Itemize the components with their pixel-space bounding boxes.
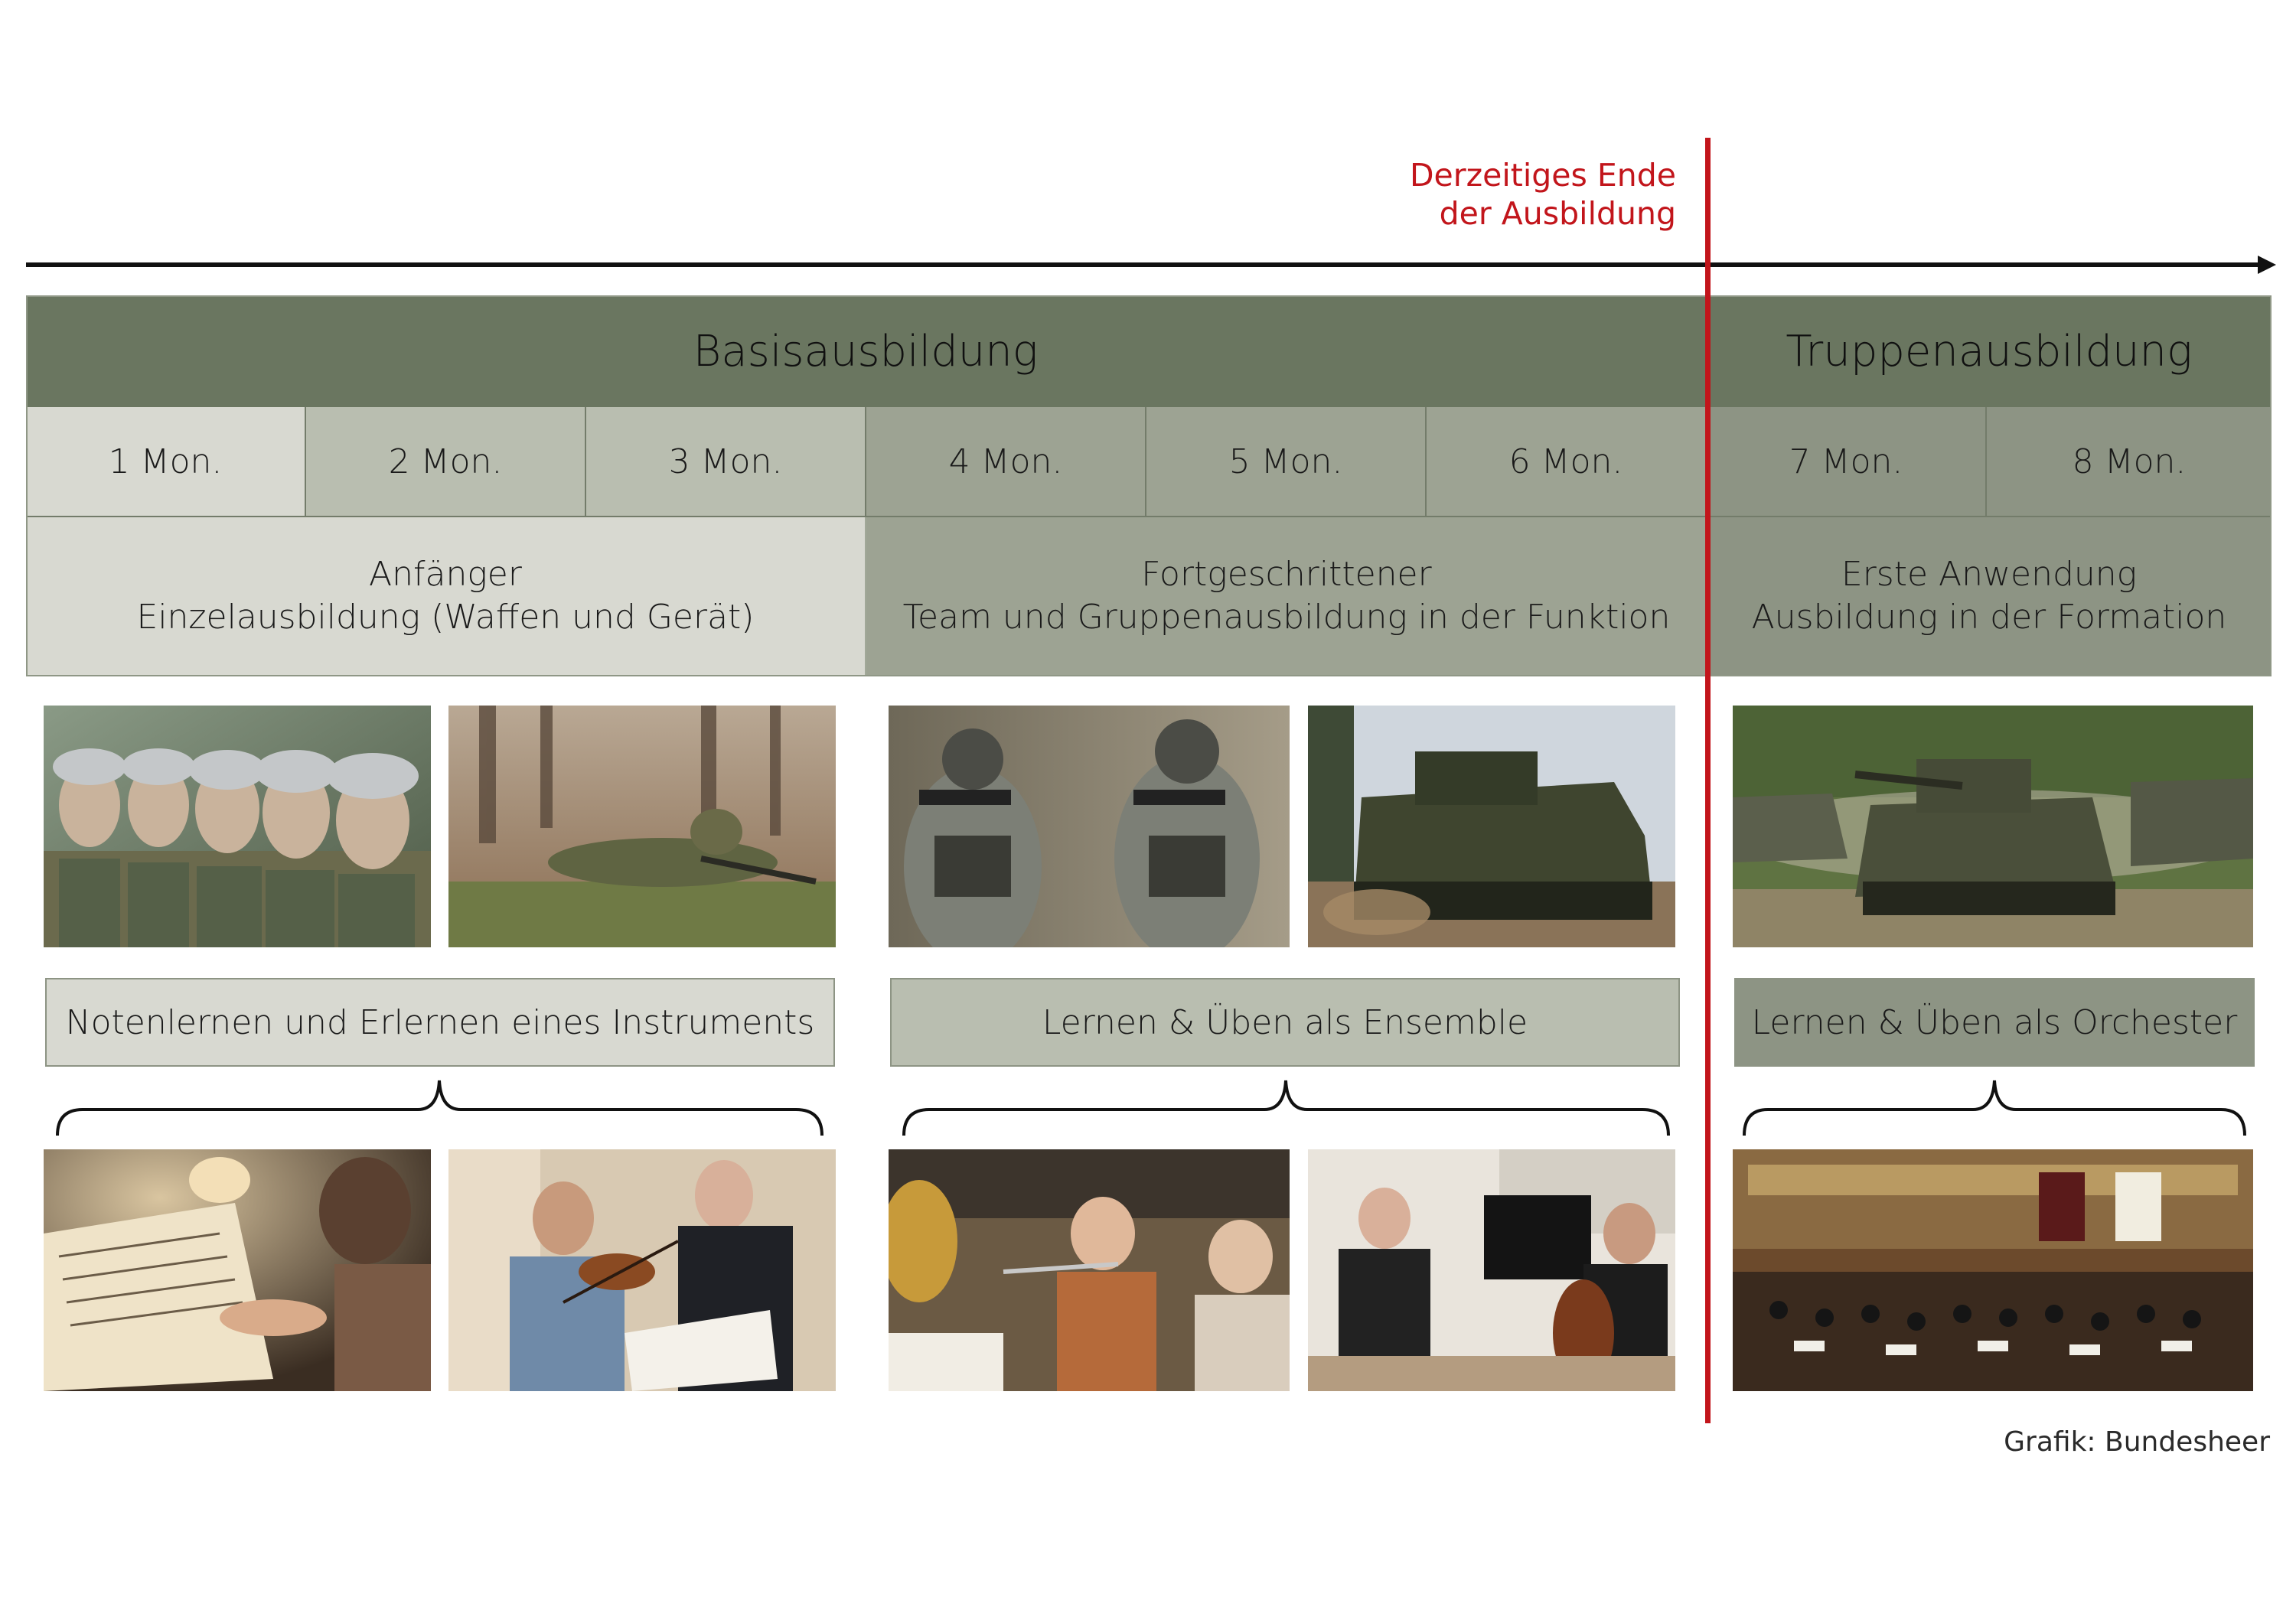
soldiers-with-berets-photo — [44, 706, 431, 947]
stage-first-application-subtitle: Ausbildung in der Formation — [1751, 598, 2227, 637]
stage-beginner-subtitle: Einzelausbildung (Waffen und Gerät) — [136, 598, 755, 637]
month-1: 1 Mon. — [26, 407, 306, 517]
soldiers-aiming-rifles-photo — [889, 706, 1290, 947]
reading-sheet-music-photo — [44, 1149, 431, 1391]
orchestra-concert-hall-photo — [1733, 1149, 2253, 1391]
timeline-arrow — [26, 256, 2276, 274]
prone-soldier-forest-photo — [448, 706, 836, 947]
caption-orchestra: Lernen & Üben als Orchester — [1734, 978, 2255, 1067]
month-7: 7 Mon. — [1707, 407, 1987, 517]
caption-ensemble: Lernen & Üben als Ensemble — [890, 978, 1680, 1067]
brace-ensemble — [902, 1077, 1671, 1137]
stage-advanced-subtitle: Team und Gruppenausbildung in der Funktion — [902, 598, 1671, 637]
phase-basisausbildung-label: Basisausbildung — [693, 326, 1039, 376]
phase-truppenausbildung — [1707, 295, 2272, 407]
chamber-ensemble-photo — [1308, 1149, 1675, 1391]
stage-beginner — [26, 517, 866, 676]
phase-truppenausbildung-label: Truppenausbildung — [1786, 326, 2193, 376]
month-5: 5 Mon. — [1146, 407, 1427, 517]
phase-basisausbildung — [26, 295, 1707, 407]
current-end-marker-line — [1705, 138, 1711, 1423]
stage-first-application-title: Erste Anwendung — [1841, 555, 2138, 594]
current-end-label-line1: Derzeitiges Ende — [1409, 157, 1676, 194]
month-4: 4 Mon. — [866, 407, 1146, 517]
stage-first-application — [1707, 517, 2272, 676]
month-6: 6 Mon. — [1427, 407, 1707, 517]
stage-advanced-title: Fortgeschrittener — [1141, 555, 1432, 594]
current-end-label-line2: der Ausbildung — [1439, 195, 1676, 232]
stage-advanced — [866, 517, 1707, 676]
brace-orchestra — [1742, 1077, 2247, 1137]
caption-instrument-learning: Notenlernen und Erlernen eines Instruments — [45, 978, 835, 1067]
graphic-credit: Grafik: Bundesheer — [2004, 1426, 2270, 1458]
month-2: 2 Mon. — [306, 407, 586, 517]
current-end-label — [1301, 156, 1676, 233]
tank-formation-photo — [1733, 706, 2253, 947]
violin-lesson-photo — [448, 1149, 836, 1391]
month-3: 3 Mon. — [586, 407, 866, 517]
wind-ensemble-photo — [889, 1149, 1290, 1391]
month-8: 8 Mon. — [1987, 407, 2272, 517]
stage-beginner-title: Anfänger — [369, 555, 522, 594]
camouflaged-tank-photo — [1308, 706, 1675, 947]
brace-instrument-learning — [55, 1077, 824, 1137]
